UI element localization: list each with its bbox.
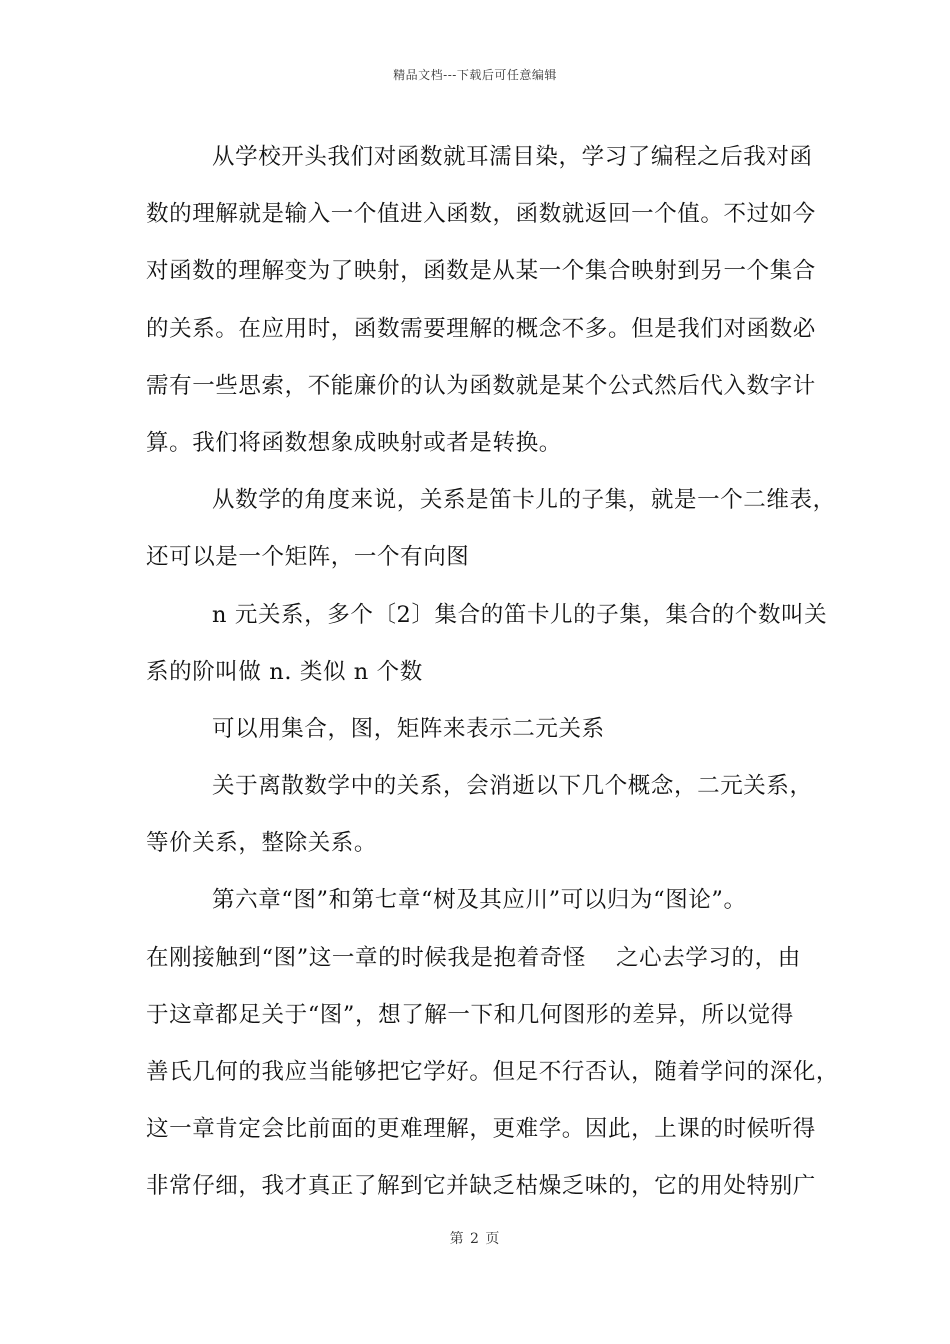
text-segment: 在刚接触到“图”这一章的时候我是抱着奇怪: [146, 944, 587, 971]
text-segment: 之心去学习的，由: [616, 944, 801, 971]
text-line: 数的理解就是输入一个值进入函数，函数就返回一个值。不过如今: [146, 201, 816, 228]
text-line: 可以用集合，图，矩阵来表示二元关系: [212, 715, 605, 742]
text-line: 这一章肯定会比前面的更难理解，更难学。因此，上课的时候听得: [146, 1116, 816, 1143]
text-line: 的关系。在应用时，函数需要理解的概念不多。但是我们对函数必: [146, 315, 816, 342]
page-number: 第 2 页: [449, 1231, 501, 1247]
text-line: [146, 930, 830, 987]
text-line: 从数学的角度来说，关系是笛卡儿的子集，就是一个二维表，: [212, 487, 836, 514]
page-header: 精品文档---下载后可任意编辑: [393, 68, 557, 82]
text-line: 还可以是一个矩阵，一个有向图: [146, 544, 470, 571]
text-line: 对函数的理解变为了映射，函数是从某一个集合映射到另一个集合: [146, 258, 816, 285]
text-line: 非常仔细，我才真正了解到它并缺乏枯燥乏味的，它的用处特别广: [146, 1173, 816, 1200]
text-line: 算。我们将函数想象成映射或者是转换。: [146, 429, 562, 456]
text-line: 系的阶叫做 n. 类似 n 个数: [146, 658, 423, 685]
text-line: 第六章“图”和第七章“树及其应川”可以归为“图论”。: [212, 887, 747, 914]
text-line: 关于离散数学中的关系，会消逝以下几个概念，二元关系，: [212, 773, 813, 800]
text-line: 需有一些思索，不能廉价的认为函数就是某个公式然后代入数字计: [146, 372, 816, 399]
text-line: 从学校开头我们对函数就耳濡目染，学习了编程之后我对函: [212, 144, 813, 170]
document-body: [146, 129, 840, 1216]
text-line: 等价关系，整除关系。: [146, 830, 378, 857]
text-line: 善氏几何的我应当能够把它学好。但足不行否认，随着学问的深化，: [146, 1059, 840, 1085]
text-line: 于这章都足关于“图”，想了解一下和几何图形的差异，所以觉得: [146, 1001, 794, 1028]
text-line: n 元关系，多个〔2〕集合的笛卡儿的子集，集合的个数叫关: [212, 601, 828, 628]
